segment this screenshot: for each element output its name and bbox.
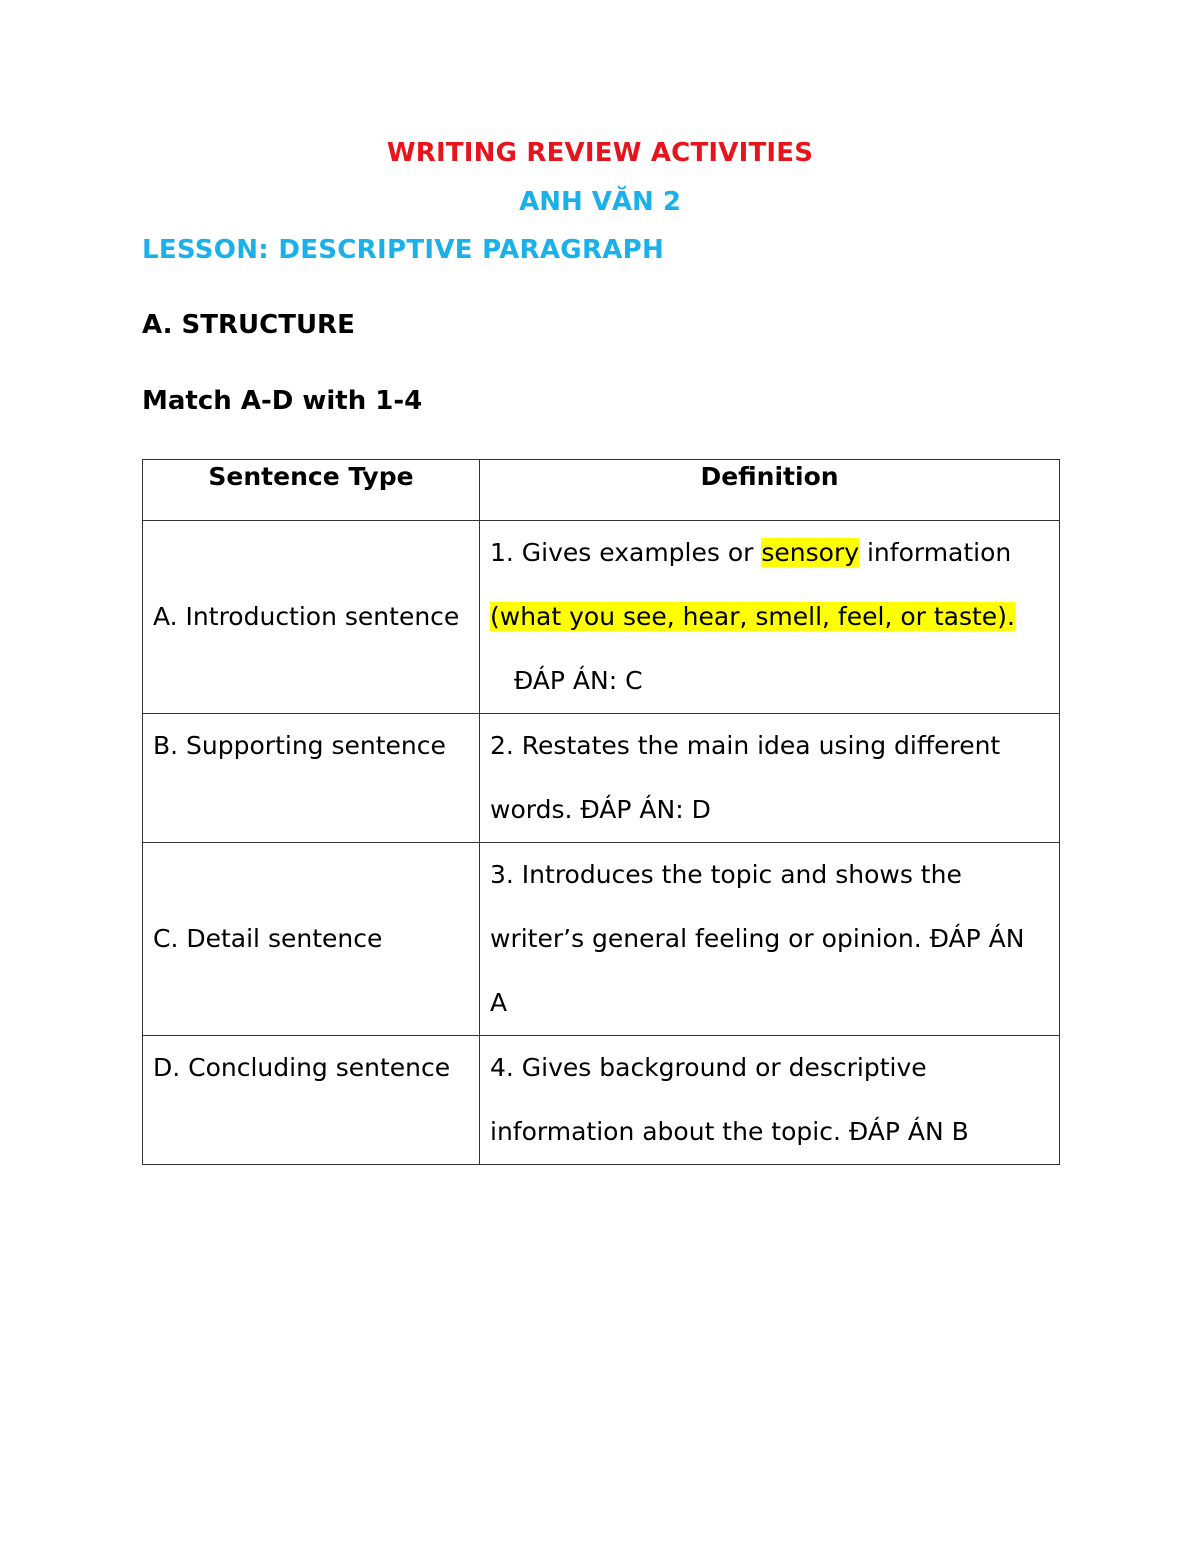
sentence-type-cell: B. Supporting sentence — [143, 714, 480, 843]
table-row — [143, 843, 1060, 1036]
table-row — [143, 521, 1060, 714]
highlighted-text: (what you see, hear, smell, feel, or taste). — [490, 602, 1015, 631]
instruction-text: Match A-D with 1-4 — [142, 386, 423, 416]
definition-text: 1. Gives examples or — [490, 538, 762, 567]
header-sentence-type: Sentence Type — [143, 460, 480, 521]
definition-cell: 3. Introduces the topic and shows the writer’s general feeling or opinion. ĐÁP ÁN A — [480, 843, 1060, 1036]
definition-text: information — [859, 538, 1012, 567]
definition-cell: 4. Gives background or descriptive information about the topic. ĐÁP ÁN B — [480, 1036, 1060, 1165]
definition-cell: 2. Restates the main idea using different words. ĐÁP ÁN: D — [480, 714, 1060, 843]
matching-table — [142, 459, 1060, 1165]
sentence-type-cell: D. Concluding sentence — [143, 1036, 480, 1165]
table-row — [143, 1036, 1060, 1165]
definition-cell — [480, 521, 1060, 714]
course-subtitle: ANH VĂN 2 — [519, 187, 681, 217]
document-title: WRITING REVIEW ACTIVITIES — [386, 138, 814, 168]
table-row — [143, 714, 1060, 843]
sentence-type-cell: A. Introduction sentence — [143, 521, 480, 714]
answer-text: ĐÁP ÁN: C — [490, 666, 643, 695]
lesson-heading: LESSON: DESCRIPTIVE PARAGRAPH — [142, 235, 665, 265]
section-heading: A. STRUCTURE — [142, 310, 355, 340]
highlighted-text: sensory — [761, 538, 860, 567]
table-header-row — [143, 460, 1060, 521]
header-definition: Definition — [480, 460, 1060, 521]
sentence-type-cell: C. Detail sentence — [143, 843, 480, 1036]
